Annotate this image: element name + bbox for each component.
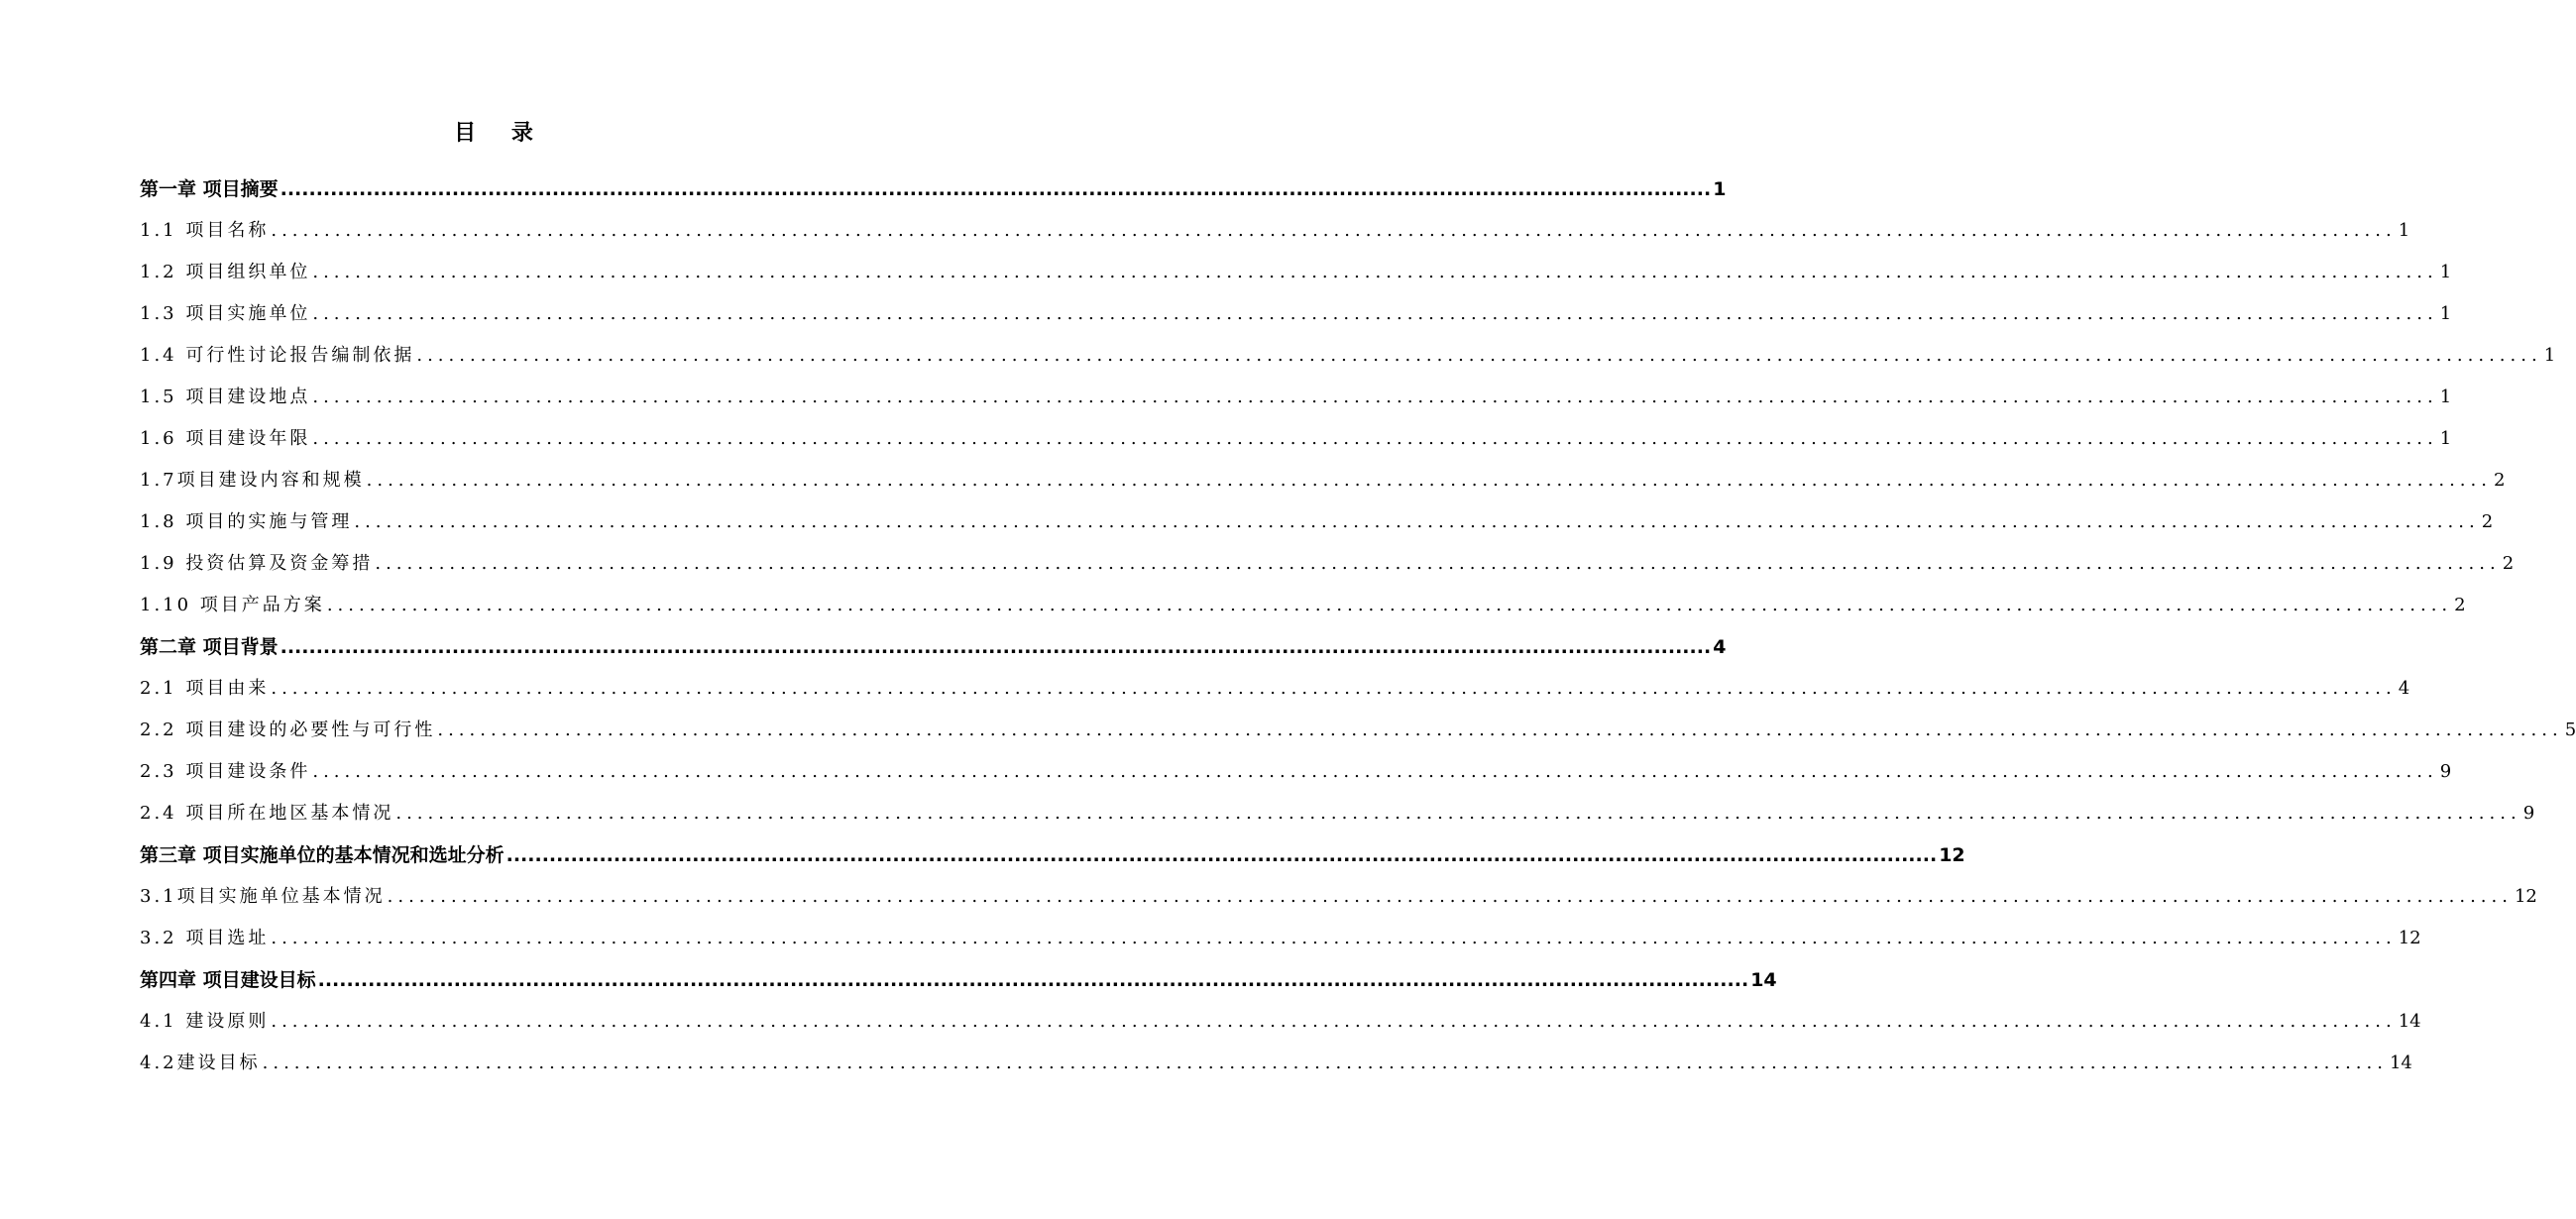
toc-section-entry[interactable] xyxy=(140,252,2452,293)
toc-section-entry[interactable] xyxy=(140,418,2452,460)
toc-page-number: 1 xyxy=(2439,303,2452,324)
toc-page-number: 14 xyxy=(1750,969,1777,991)
toc-entry-text: 第四章 项目建设目标 xyxy=(140,969,316,991)
toc-section-entry[interactable] xyxy=(140,710,2576,751)
toc-dot-leader: ........................................................................................................................................................................................................ xyxy=(280,178,1712,200)
toc-page-number: 4 xyxy=(2398,678,2410,699)
toc-page-number: 12 xyxy=(2398,928,2421,948)
toc-page-number: 2 xyxy=(2502,553,2515,574)
toc-dot-leader: ........................................................................................................................................................................................................ xyxy=(280,636,1712,658)
toc-dot-leader: ........................................................................................................................................................................................................ xyxy=(437,720,2563,740)
toc-entry-text: 3.1项目实施单位基本情况 xyxy=(140,886,386,907)
toc-page-number: 9 xyxy=(2522,803,2535,824)
toc-page-number: 12 xyxy=(2514,886,2537,907)
toc-dot-leader: ........................................................................................................................................................................................................ xyxy=(271,678,2397,699)
toc-dot-leader: ........................................................................................................................................................................................................ xyxy=(505,844,1938,866)
toc-entry-text: 1.8 项目的实施与管理 xyxy=(140,511,353,532)
toc-entry-text: 1.6 项目建设年限 xyxy=(140,428,311,449)
toc-page-number: 2 xyxy=(2481,511,2494,532)
toc-dot-leader: ........................................................................................................................................................................................................ xyxy=(354,511,2480,532)
toc-dot-leader: ........................................................................................................................................................................................................ xyxy=(326,595,2453,615)
toc-dot-leader: ........................................................................................................................................................................................................ xyxy=(416,345,2542,366)
toc-page-number: 14 xyxy=(2389,1053,2412,1073)
toc-entry-text: 1.2 项目组织单位 xyxy=(140,262,311,282)
toc-section-entry[interactable] xyxy=(140,501,2494,543)
toc-entry-text: 第三章 项目实施单位的基本情况和选址分析 xyxy=(140,844,504,866)
toc-dot-leader: ........................................................................................................................................................................................................ xyxy=(312,428,2438,449)
toc-section-entry[interactable] xyxy=(140,876,2537,918)
toc-entry-text: 2.1 项目由来 xyxy=(140,678,270,699)
toc-section-entry[interactable] xyxy=(140,543,2515,585)
toc-entry-text: 4.1 建设原则 xyxy=(140,1011,270,1032)
toc-section-entry[interactable] xyxy=(140,210,2410,252)
toc-dot-leader: ........................................................................................................................................................................................................ xyxy=(366,470,2492,491)
toc-entry-text: 1.5 项目建设地点 xyxy=(140,387,311,407)
toc-section-entry[interactable] xyxy=(140,751,2452,793)
toc-chapter-entry[interactable] xyxy=(140,959,1777,1001)
toc-section-entry[interactable] xyxy=(140,1001,2421,1043)
toc-dot-leader: ........................................................................................................................................................................................................ xyxy=(395,803,2521,824)
toc-entry-text: 2.4 项目所在地区基本情况 xyxy=(140,803,394,824)
toc-dot-leader: ........................................................................................................................................................................................................ xyxy=(375,553,2501,574)
toc-page-number: 4 xyxy=(1713,636,1727,658)
toc-dot-leader: ........................................................................................................................................................................................................ xyxy=(387,886,2513,907)
toc-page-number: 5 xyxy=(2564,720,2576,740)
toc-dot-leader: ........................................................................................................................................................................................................ xyxy=(312,387,2438,407)
toc-entry-text: 3.2 项目选址 xyxy=(140,928,270,948)
toc-dot-leader: ........................................................................................................................................................................................................ xyxy=(262,1053,2388,1073)
toc-entry-text: 1.1 项目名称 xyxy=(140,220,270,241)
toc-chapter-entry[interactable] xyxy=(140,626,1727,668)
toc-entry-text: 1.4 可行性讨论报告编制依据 xyxy=(140,345,415,366)
toc-page-number: 2 xyxy=(2493,470,2506,491)
toc-entry-text: 2.3 项目建设条件 xyxy=(140,761,311,782)
toc-chapter-entry[interactable] xyxy=(140,834,1965,876)
toc-page-number: 1 xyxy=(2398,220,2410,241)
toc-dot-leader: ........................................................................................................................................................................................................ xyxy=(271,928,2397,948)
toc-page-number: 1 xyxy=(2439,262,2452,282)
toc-dot-leader: ........................................................................................................................................................................................................ xyxy=(312,262,2438,282)
toc-entry-text: 1.3 项目实施单位 xyxy=(140,303,311,324)
toc-entry-text: 第二章 项目背景 xyxy=(140,636,279,658)
toc-page-number: 12 xyxy=(1939,844,1965,866)
toc-page-number: 9 xyxy=(2439,761,2452,782)
toc-entry-text: 第一章 项目摘要 xyxy=(140,178,279,200)
toc-dot-leader: ........................................................................................................................................................................................................ xyxy=(271,1011,2397,1032)
toc-entry-text: 2.2 项目建设的必要性与可行性 xyxy=(140,720,436,740)
toc-section-entry[interactable] xyxy=(140,668,2410,710)
toc-page-number: 2 xyxy=(2454,595,2466,615)
toc-entry-text: 1.10 项目产品方案 xyxy=(140,595,325,615)
toc-entry-text: 1.9 投资估算及资金筹措 xyxy=(140,553,374,574)
toc-section-entry[interactable] xyxy=(140,377,2452,418)
toc-section-entry[interactable] xyxy=(140,335,2556,377)
toc-section-entry[interactable] xyxy=(140,793,2535,834)
toc-section-entry[interactable] xyxy=(140,293,2452,335)
toc-entry-text: 4.2建设目标 xyxy=(140,1053,261,1073)
toc-dot-leader: ........................................................................................................................................................................................................ xyxy=(312,761,2438,782)
toc-title: 目 录 xyxy=(454,120,547,146)
toc-page-number: 1 xyxy=(1713,178,1727,200)
toc-page-number: 1 xyxy=(2439,428,2452,449)
toc-page-number: 1 xyxy=(2543,345,2556,366)
toc-section-entry[interactable] xyxy=(140,585,2466,626)
toc-section-entry[interactable] xyxy=(140,460,2506,501)
table-of-contents xyxy=(140,168,2576,1084)
toc-chapter-entry[interactable] xyxy=(140,168,1727,210)
toc-page-number: 1 xyxy=(2439,387,2452,407)
toc-entry-text: 1.7项目建设内容和规模 xyxy=(140,470,365,491)
toc-dot-leader: ........................................................................................................................................................................................................ xyxy=(317,969,1749,991)
toc-section-entry[interactable] xyxy=(140,918,2421,959)
toc-section-entry[interactable] xyxy=(140,1043,2412,1084)
toc-dot-leader: ........................................................................................................................................................................................................ xyxy=(312,303,2438,324)
toc-dot-leader: ........................................................................................................................................................................................................ xyxy=(271,220,2397,241)
toc-page-number: 14 xyxy=(2398,1011,2421,1032)
